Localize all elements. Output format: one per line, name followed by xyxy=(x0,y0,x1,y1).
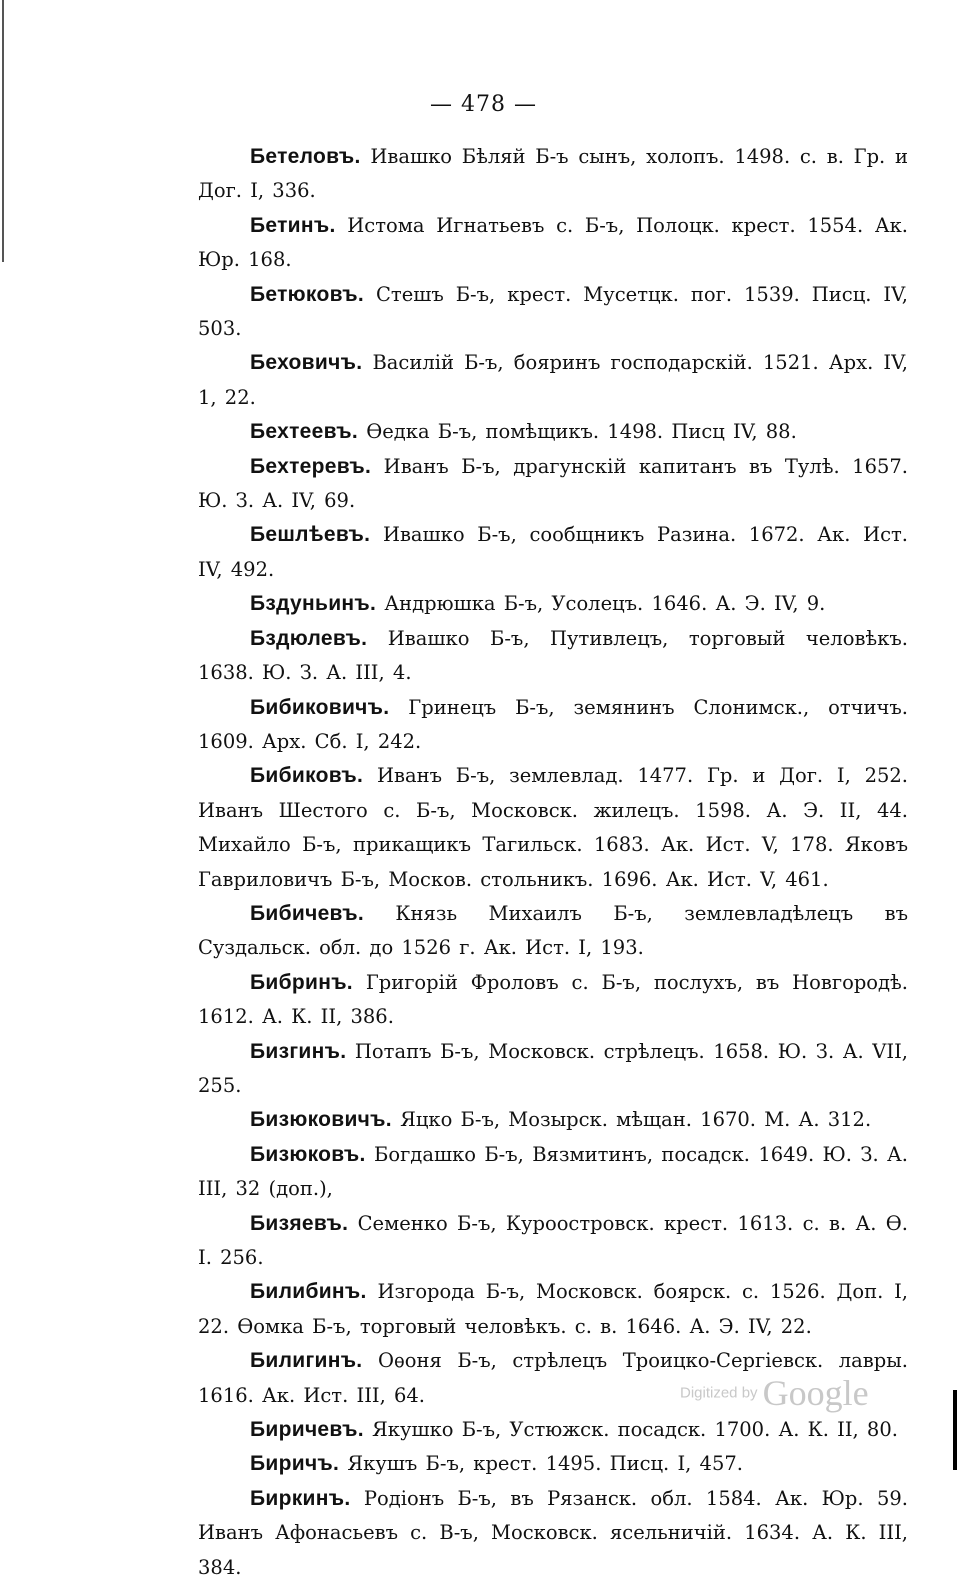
entry xyxy=(198,1275,908,1344)
entry-text: Ивашко Бѣляй Б-ъ сынъ, холопъ. 1498. с. в. Гр. и Дог. I, 336. xyxy=(198,145,908,203)
entry xyxy=(198,966,908,1035)
entry xyxy=(198,759,908,897)
entry-headword: Биркинъ. xyxy=(250,1486,351,1510)
entry-text: Иванъ Б-ъ, драгунскій капитанъ въ Тулѣ. 1657. Ю. З. А. IV, 69. xyxy=(198,454,908,513)
entry-text: Гринецъ Б-ъ, земянинъ Слонимск., отчичъ. 1609. Арх. Сб. I, 242. xyxy=(198,695,908,753)
entry xyxy=(198,450,908,519)
entry-headword: Беховичъ. xyxy=(250,351,363,375)
entry xyxy=(198,622,908,691)
entry-headword: Бибиковъ. xyxy=(250,764,364,788)
right-margin-rule xyxy=(953,1390,957,1470)
entry-headword: Бздуньинъ. xyxy=(250,592,377,616)
watermark-prefix: Digitized by xyxy=(680,1384,758,1402)
entry xyxy=(198,587,908,621)
entry-text: Якушко Б-ъ, Устюжск. посадск. 1700. А. К. II, 80. xyxy=(363,1418,898,1442)
entry-text: Андрюшка Б-ъ, Усолецъ. 1646. А. Э. IV, 9. xyxy=(376,592,826,616)
entry-text: Потапъ Б-ъ, Московск. стрѣлецъ. 1658. Ю. З. А. VII, 255. xyxy=(198,1039,908,1097)
entry-text: Оѳоня Б-ъ, стрѣлецъ Троицко-Сергіевск. лавры. 1616. Ак. Ист. III, 64. xyxy=(198,1349,908,1407)
entry-text: Истома Игнатьевъ с. Б-ъ, Полоцк. крест. 1554. Ак. Юр. 168. xyxy=(198,213,908,272)
entry xyxy=(198,1138,908,1207)
entry-text: Ивашко Б-ъ, сообщникъ Разина. 1672. Ак. Ист. IV, 492. xyxy=(198,523,908,581)
entry-headword: Бетюковъ. xyxy=(250,282,365,306)
entry-text: Григорій Фроловъ с. Б-ъ, послухъ, въ Новгородѣ. 1612. А. К. II, 386. xyxy=(198,970,908,1029)
entry xyxy=(198,1482,908,1585)
watermark-brand-logo: Google xyxy=(762,1373,869,1413)
entry-headword: Бехтеевъ. xyxy=(250,420,359,444)
entry-text: Василій Б-ъ, бояринъ господарскій. 1521. Арх. IV, 1, 22. xyxy=(198,351,908,409)
entry-text: Стешъ Б-ъ, крест. Мусетцк. пог. 1539. Писц. IV, 503. xyxy=(198,282,908,341)
entry xyxy=(198,346,908,415)
entry-headword: Бешлѣевъ. xyxy=(250,523,371,547)
digitized-watermark xyxy=(680,1372,869,1414)
entry xyxy=(198,897,908,966)
entry-headword: Бибиковичъ. xyxy=(250,695,390,719)
entry xyxy=(198,209,908,278)
entry-headword: Бибринъ. xyxy=(250,970,353,994)
entry xyxy=(198,140,908,209)
entry-headword: Бизюковичъ. xyxy=(250,1108,392,1132)
entry-headword: Бетинъ. xyxy=(250,213,336,237)
entry-headword: Бетеловъ. xyxy=(250,145,361,168)
entry-headword: Биричъ. xyxy=(250,1452,340,1476)
entry-text: Князь Михаилъ Б-ъ, землевладѣлецъ въ Суздальск. обл. до 1526 г. Ак. Ист. I, 193. xyxy=(198,901,908,960)
entry xyxy=(198,1035,908,1104)
left-margin-rule xyxy=(2,0,4,262)
entry-text: Ѳедка Б-ъ, помѣщикъ. 1498. Писц IV, 88. xyxy=(358,420,797,444)
entry-headword: Бизюковъ. xyxy=(250,1142,366,1166)
entry-text: Ивашко Б-ъ, Путивлецъ, торговый человѣкъ. 1638. Ю. З. А. III, 4. xyxy=(198,626,908,685)
entry-headword: Билигинъ. xyxy=(250,1349,363,1373)
entry xyxy=(198,691,908,760)
page-number: — 478 — xyxy=(430,92,537,117)
entry xyxy=(198,1103,908,1137)
entry-text: Якушъ Б-ъ, крест. 1495. Писц. I, 457. xyxy=(339,1452,743,1476)
entry xyxy=(198,278,908,347)
entry-headword: Биричевъ. xyxy=(250,1418,364,1442)
entry xyxy=(198,518,908,587)
entry-headword: Бздюлевъ. xyxy=(250,626,368,650)
entry-text: Богдашко Б-ъ, Вязмитинъ, посадск. 1649. Ю. З. А. III, 32 (доп.), xyxy=(198,1142,908,1201)
entry-headword: Бехтеревъ. xyxy=(250,454,372,478)
entry-text: Иванъ Б-ъ, землевлад. 1477. Гр. и Дог. I, 252. Иванъ Шестого с. Б-ъ, Московск. жилецъ. 1598. А. Э. II, 44. Михайло Б-ъ, прикащикъ Тагильск. 1683. Ак. Ист. V, 178. Яковъ Гавриловичъ Б-ъ, Москов. стольникъ. 1696. Ак. Ист. V, 461. xyxy=(198,764,908,891)
entry xyxy=(198,1207,908,1276)
entry xyxy=(198,1447,908,1481)
entry-text: Родіонъ Б-ъ, въ Рязанск. обл. 1584. Ак. Юр. 59. Иванъ Афонасьевъ с. В-ъ, Московск. ясельничій. 1634. А. К. III, 384. xyxy=(198,1486,908,1579)
entry-headword: Бибичевъ. xyxy=(250,901,364,925)
entry-text: Семенко Б-ъ, Куроостровск. крест. 1613. с. в. А. Ѳ. I. 256. xyxy=(198,1211,908,1269)
dictionary-entries xyxy=(198,140,908,1585)
entry-text: Яцко Б-ъ, Мозырск. мѣщан. 1670. М. А. 312. xyxy=(391,1108,872,1132)
entry-headword: Бизяевъ. xyxy=(250,1211,349,1235)
entry-headword: Бизгинъ. xyxy=(250,1039,347,1063)
entry-text: Изгорода Б-ъ, Московск. боярск. с. 1526. Доп. I, 22. Ѳомка Б-ъ, торговый человѣкъ. с. в. 1646. А. Э. IV, 22. xyxy=(198,1280,908,1338)
entry xyxy=(198,415,908,449)
entry-headword: Билибинъ. xyxy=(250,1280,367,1304)
entry xyxy=(198,1413,908,1447)
